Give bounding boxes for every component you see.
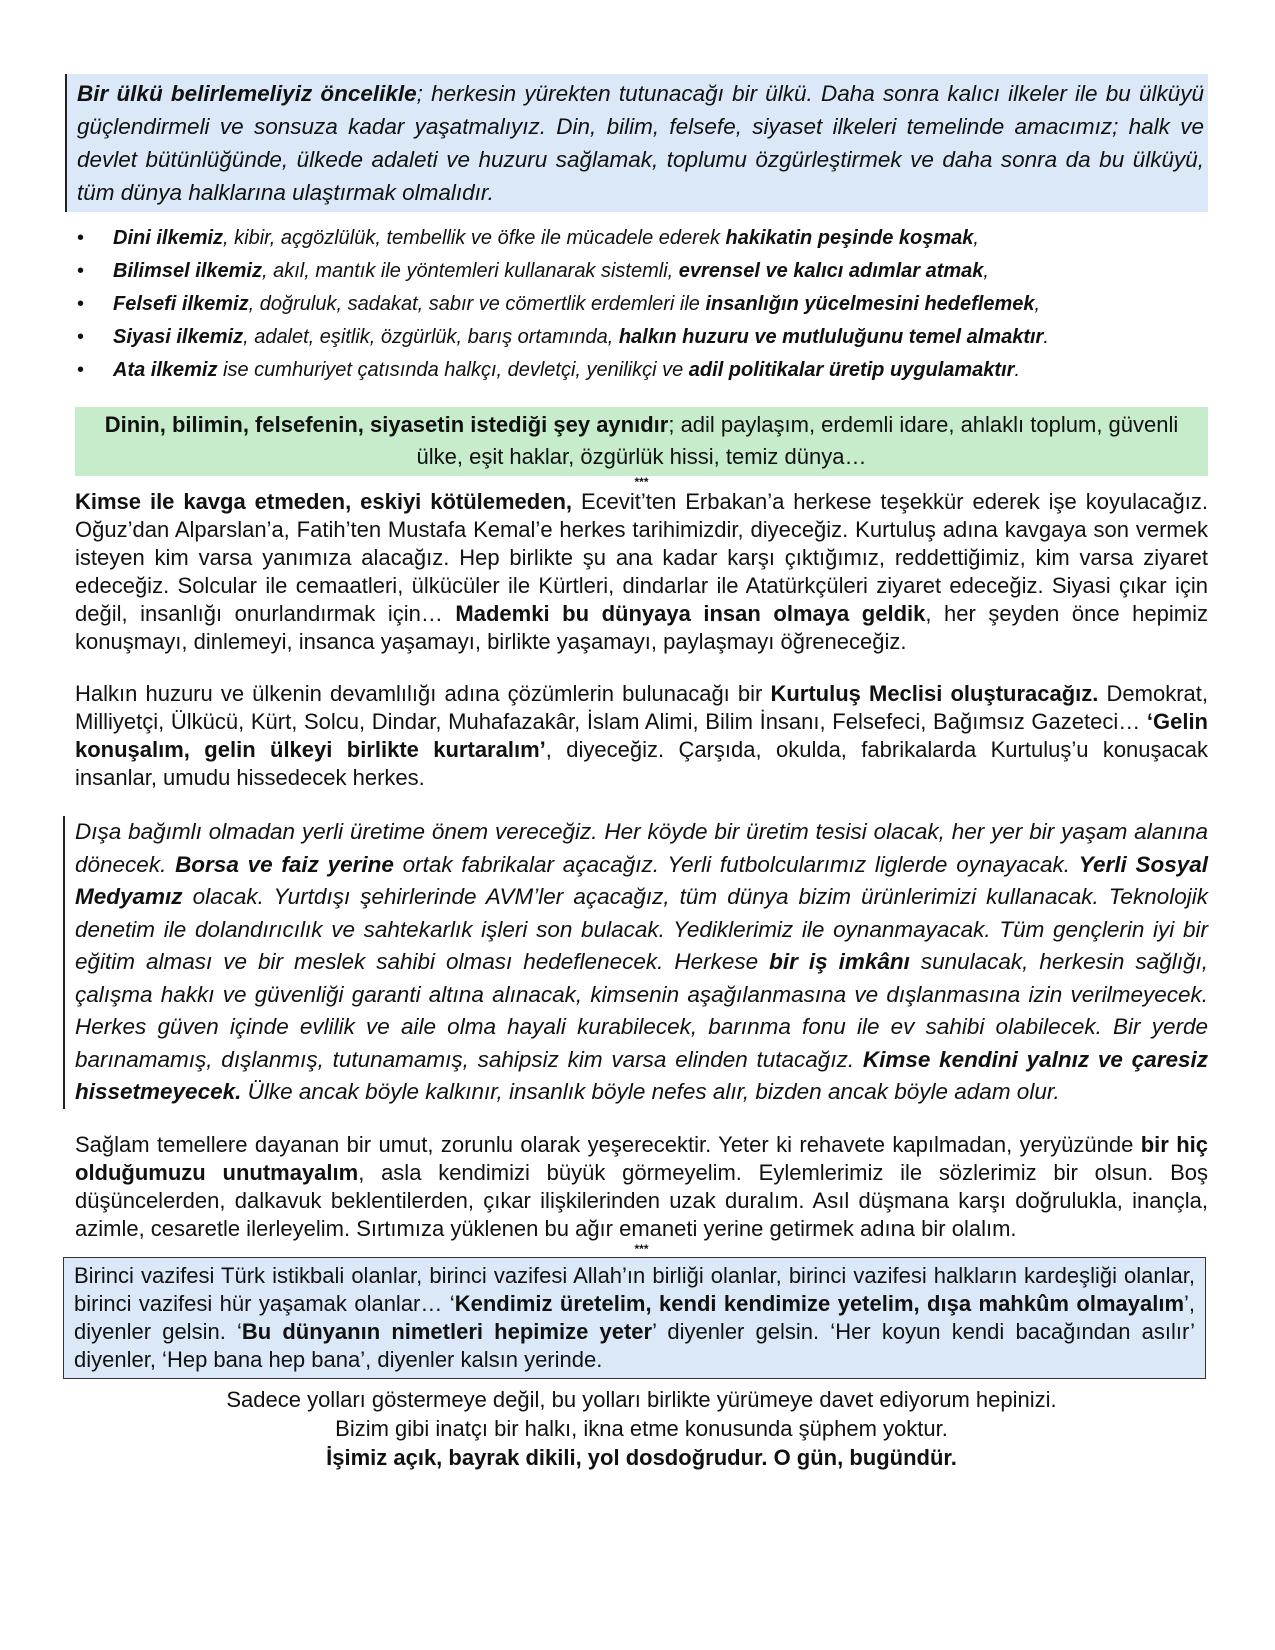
principle-goal: hakikatin peşinde koşmak <box>725 227 974 249</box>
principle-title: Ata ilkemiz <box>113 359 218 381</box>
separator-stars: *** <box>634 1241 649 1256</box>
principle-text: , kibir, açgözlülük, tembellik ve öfke ile mücadele ederek <box>223 227 726 249</box>
paragraph-text: Dışa bağımlı olmadan yerli üretime önem vereceğiz. Her köyde bir üretim tesisi olacak, her yer bir yaşam alanına dönecek. <box>75 819 1208 877</box>
bold-phrase: Kendimiz üretelim, kendi kendimize yetelim, dışa mahkûm olmayalım <box>454 1290 1185 1316</box>
principle-title: Dini ilkemiz <box>113 227 224 249</box>
paragraph-text: , diyeceğiz. Çarşıda, okulda, fabrikalarda Kurtuluş’u konuşacak insanlar, umudu hissedecek herkes. <box>75 737 1208 790</box>
principle-goal: halkın huzuru ve mutluluğunu temel almaktır <box>618 326 1044 348</box>
bold-phrase: Kimse ile kavga etmeden, eskiyi kötülemeden, <box>75 489 573 514</box>
bold-phrase: bir hiç olduğumuzu unutmayalım <box>75 1131 1208 1185</box>
principle-punct: . <box>1043 326 1049 348</box>
paragraph-text: Birinci vazifesi Türk istikbali olanlar, birinci vazifesi Allah’ın birliği olanlar, birinci vazifesi halkların kardeşliği olanlar, birinci vazifesi hür yaşamak olanlar… ‘ <box>74 1262 1195 1316</box>
intro-lead: Bir ülkü belirlemeliyiz öncelikle <box>77 81 417 106</box>
closing-line-1: Sadece yolları göstermeye değil, bu yolları birlikte yürümeye davet ediyorum hepinizi. <box>226 1386 1057 1412</box>
principle-goal: evrensel ve kalıcı adımlar atmak <box>678 260 984 282</box>
paragraph-text: Ecevit’ten Erbakan’a herkese teşekkür ederek işe koyulacağız. Oğuz’dan Alparslan’a, Fatih’ten Mustafa Kemal’e herkes tarihimizdir, diyeceğiz. Kurtuluş adına kavgaya son vermek isteyen kim varsa yanımıza alacağız. Hep birlikte şu ana kadar karşı çıktığımız, reddettiğimiz, kim varsa ziyaret edeceğiz. Solcular ile cemaatleri, ülkücüler ile Kürtleri, dindarlar ile Atatürkçüleri ziyaret edeceğiz. Siyasi çıkar için değil, insanlığı onurlandırmak için… <box>75 489 1208 626</box>
list-item <box>75 288 1208 321</box>
bold-phrase: Borsa ve faiz yerine <box>175 851 394 877</box>
principle-text: ise cumhuriyet çatısında halkçı, devletçi, yenilikçi ve <box>217 359 689 381</box>
paragraph-text: , her şeyden önce hepimiz konuşmayı, dinlemeyi, insanca yaşamayı, birlikte yaşamayı, paylaşmayı öğreneceğiz. <box>75 601 1208 654</box>
principle-title: Felsefi ilkemiz <box>113 293 249 315</box>
bold-phrase: bir iş imkânı <box>769 949 910 974</box>
intro-paragraph <box>65 74 1208 212</box>
principle-title: Siyasi ilkemiz <box>113 326 244 348</box>
principle-punct: , <box>983 260 989 282</box>
bold-phrase: Bu dünyanın nimetleri hepimize yeter <box>241 1318 653 1344</box>
principle-goal: insanlığın yücelmesini hedeflemek <box>705 293 1035 315</box>
paragraph-text: Ülke ancak böyle kalkınır, insanlık böyle nefes alır, bizden ancak böyle adam olur. <box>241 1079 1060 1104</box>
paragraph-assembly <box>75 680 1208 792</box>
principle-title: Bilimsel ilkemiz <box>113 260 262 282</box>
bold-phrase: Yerli Sosyal Medyamız <box>75 851 1208 909</box>
list-item <box>75 354 1208 387</box>
principles-list <box>75 222 1208 387</box>
paragraph-production <box>63 816 1208 1109</box>
paragraph-reconciliation <box>75 488 1208 656</box>
bold-phrase: Kurtuluş Meclisi oluşturacağız. <box>770 681 1099 706</box>
paragraph-text: olacak. Yurtdışı şehirlerinde AVM’ler açacağız, tüm dünya bizim ürünlerimizi kullanacak. Teknolojik denetim ile dolandırıcılık ve sahtekarlık işleri son bulacak. Yediklerimiz ile oynanmayacak. Tüm gençlerin iyi bir eğitim alması ve bir meslek sahibi olması hedeflenecek. Herkese <box>75 884 1208 974</box>
paragraph-text: ’, diyenler gelsin. ‘ <box>74 1290 1196 1344</box>
green-box-text: ; adil paylaşım, erdemli idare, ahlaklı toplum, güvenli ülke, eşit haklar, özgürlük hissi, temiz dünya… <box>416 412 1179 469</box>
principle-text: , akıl, mantık ile yöntemleri kullanarak sistemli, <box>261 260 679 282</box>
paragraph-hope <box>75 1131 1208 1243</box>
list-item <box>75 222 1208 255</box>
green-highlight-box <box>75 407 1208 476</box>
principle-punct: , <box>1034 293 1041 315</box>
paragraph-text: sunulacak, herkesin sağlığı, çalışma hakkı ve güvenliği garanti altına alınacak, kimsenin aşağılanmasına ve dışlanmasına izin verilmeyecek. Herkes güven içinde evlilik ve aile olma hayali kurabilecek, barınma fonu ile ev sahibi olabilecek. Bir yerde barınamamış, dışlanmış, tutunamamış, sahipsiz kim varsa elinden tutacağız. <box>75 949 1208 1072</box>
closing-line-2: Bizim gibi inatçı bir halkı, ikna etme konusunda şüphem yoktur. <box>335 1415 948 1441</box>
bold-phrase: Kimse kendini yalnız ve çaresiz hissetmeyecek. <box>75 1046 1208 1104</box>
list-item <box>75 321 1208 354</box>
list-item <box>75 255 1208 288</box>
closing-lines <box>75 1385 1208 1472</box>
paragraph-text: , asla kendimizi büyük görmeyelim. Eylemlerimiz ile sözlerimiz bir olsun. Boş düşüncelerden, dalkavuk beklentilerden, çıkar ilişkilerinden uzak duralım. Asıl düşmana karşı doğrulukla, inançla, azimle, cesaretle ilerleyelim. Sırtımıza yüklenen bu ağır emaneti yerine getirmek adına bir olalım. <box>75 1159 1208 1241</box>
bold-phrase: ‘Gelin konuşalım, gelin ülkeyi birlikte kurtaralım’ <box>75 709 1208 762</box>
paragraph-text: ’ diyenler gelsin. ‘Her koyun kendi bacağından asılır’ diyenler, ‘Hep bana hep bana’, diyenler kalsın yerinde. <box>74 1318 1196 1372</box>
document-page <box>75 74 1208 1472</box>
paragraph-text: Sağlam temellere dayanan bir umut, zorunlu olarak yeşerecektir. Yeter ki rehavete kapılmadan, yeryüzünde <box>75 1131 1141 1157</box>
bold-phrase: Mademki bu dünyaya insan olmaya geldik <box>455 601 926 626</box>
separator-stars: *** <box>634 475 649 489</box>
paragraph-text: Halkın huzuru ve ülkenin devamlılığı adına çözümlerin bulunacağı bir <box>75 681 771 706</box>
principle-punct: . <box>1014 359 1020 381</box>
principle-goal: adil politikalar üretip uygulamaktır <box>688 359 1015 381</box>
boxed-paragraph-call <box>63 1257 1206 1379</box>
intro-text: ; herkesin yürekten tutunacağı bir ülkü. Daha sonra kalıcı ilkeler ile bu ülküyü güçlendirmeli ve sonsuza kadar yaşatmalıyız. Din, bilim, felsefe, siyaset ilkeleri temelinde amacımız; halk ve devlet bütünlüğünde, ülkede adaleti ve huzuru sağlamak, toplumu özgürleştirmek ve daha sonra da bu ülküyü, tüm dünya halklarına ulaştırmak olmalıdır. <box>77 81 1205 205</box>
paragraph-text: Demokrat, Milliyetçi, Ülkücü, Kürt, Solcu, Dindar, Muhafazakâr, İslam Alimi, Bilim İnsanı, Felsefeci, Bağımsız Gazeteci… <box>75 681 1208 734</box>
principle-text: , adalet, eşitlik, özgürlük, barış ortamında, <box>243 326 619 348</box>
paragraph-text: ortak fabrikalar açacağız. Yerli futbolcularımız liglerde oynayacak. <box>393 851 1079 877</box>
principle-text: , doğruluk, sadakat, sabır ve cömertlik erdemleri ile <box>248 293 706 315</box>
principle-punct: , <box>973 227 979 249</box>
closing-line-3: İşimiz açık, bayrak dikili, yol dosdoğrudur. O gün, bugündür. <box>326 1444 957 1470</box>
green-box-bold: Dinin, bilimin, felsefenin, siyasetin istediği şey aynıdır <box>104 412 669 437</box>
